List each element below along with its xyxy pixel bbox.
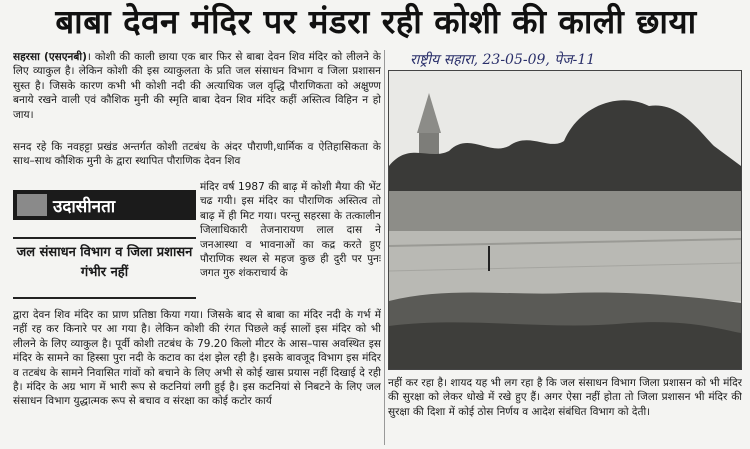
tag-label: उदासीनता xyxy=(53,196,116,217)
paragraph-4: द्वारा देवन शिव मंदिर का प्राण प्रतिष्ठा किया गया। जिसके बाद से बाबा का मंदिर नदी के गर्भ में नहीं रह कर किनारे पर आ गया है। लेकिन कोशी की रंगत पिछले कई सालों इस मंदिर को भी लीलने के लिए व्याकुल है। पूर्वी कोशी तटबंध के 79.20 किलो मीटर के आस–पास अवस्थित इस मंदिर के सामने का हिस्सा पुरा नदी के कटाव का दंश झेल रही है। इसके बावजूद विभाग इस मंदिर व तटबंध के सामने निवासित गांवों को बचाने के लिए अभी से कोई खास प्रयास नहीं दिखाई दे रही है। मंदिर के अग्र भाग में भारी रूप से कटनियां लगी हुई है। इस कटनियां से निबटने के लिए जल संसाधन विभाग युद्धात्मक रूप से बचाव व संरक्षा का कोई कटोर कार्य xyxy=(13,309,381,408)
subheading: जल संसाधन विभाग व जिला प्रशासन गंभीर नहीं xyxy=(13,237,196,299)
paragraph-5: नहीं कर रहा है। शायद यह भी लग रहा है कि जल संसाधन विभाग जिला प्रशासन को भी मंदिर की सुरक्षा को लेकर धोखे में रखे हुए हैं। अगर ऐसा नहीं होता तो जिला प्रशासन भी मंदिर की सुरक्षा की दिशा में कोई ठोस निर्णय व आदेश संबंधित विभाग को देती। xyxy=(388,377,742,418)
dateline: सहरसा (एसएनबी) xyxy=(13,51,87,63)
headline: बाबा देवन मंदिर पर मंडरा रही कोशी की काली छाया xyxy=(55,2,697,41)
paragraph-3: मंदिर वर्ष 1987 की बाढ़ में कोशी मैया की भेंट चढ गयी। इस मंदिर का पौराणिक अस्तित्व तो बाढ़ में ही मिट गया। परन्तु सहरसा के तत्कालीन जिलाधिकारी तेजनारायण लाल दास ने जनआस्था व भावनाओं का कद्र करते हुए पौराणिक स्थल से महज कुछ ही दुरी पर पुनः जगत गुरु शंकराचार्य के xyxy=(200,181,381,280)
column-divider xyxy=(384,50,385,445)
handwritten-note: राष्ट्रीय सहारा, 23-05-09, पेज-11 xyxy=(410,52,596,68)
tag-square-icon xyxy=(17,194,47,216)
paragraph-2: सनद रहे कि नवहट्टा प्रखंड अन्तर्गत कोशी तटबंध के अंदर पौराणी,धार्मिक व ऐतिहासिकता के साथ–साथ कौशिक मुनी के द्वारा स्थापित पौराणिक देवन शिव xyxy=(13,141,381,168)
paragraph-1 xyxy=(13,50,381,138)
temple-photo-drawing xyxy=(389,71,741,369)
temple-photo xyxy=(388,70,742,370)
tag-label-block xyxy=(13,190,196,220)
paragraph-1-text: । कोशी की काली छाया एक बार फिर से बाबा देवन शिव मंदिर को लीलने के लिए व्याकुल है। लेकिन कोशी की इस व्याकुलता के प्रति जल संसाधन विभाग व जिला प्रशासन सुस्त है। जिसके कारण कभी भी कोशी नदी की अत्याधिक जल वृद्धि पौराणिकता को अक्षुण्ण बनाये रखने वाली एवं कौशिक मुनी की स्मृति बाबा देवन शिव मंदिर कहीं अस्तित्व विहिन न हो जाय। xyxy=(13,51,381,121)
